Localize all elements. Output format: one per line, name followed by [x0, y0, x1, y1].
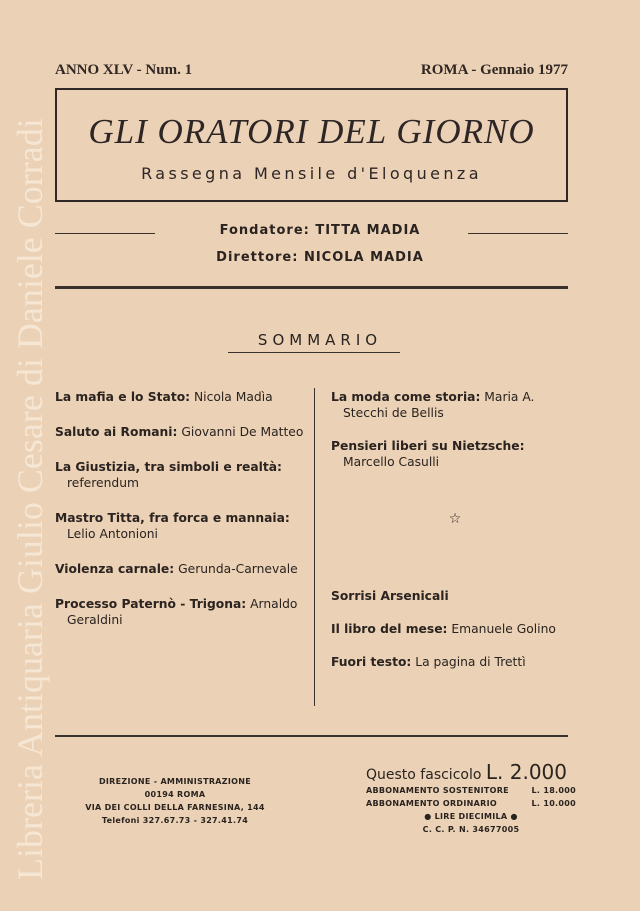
entry-title: Sorrisi Arsenicali [331, 589, 449, 603]
entry-author: referendum [67, 476, 139, 490]
address-line: DIREZIONE - AMMINISTRAZIONE [98, 777, 252, 786]
magazine-title: GLI ORATORI DEL GIORNO [88, 112, 535, 151]
summary-entry [55, 561, 305, 577]
subscription-label: ABBONAMENTO ORDINARIO [366, 799, 497, 808]
watermark: Libreria Antiquaria Giulio Cesare di Daniele Corradi [10, 118, 50, 880]
column-divider [314, 388, 315, 706]
summary-left-column [55, 389, 305, 647]
entry-title: Saluto ai Romani: [55, 425, 178, 439]
price-label: Questo fascicolo [366, 767, 482, 783]
entry-title: La moda come storia: [331, 390, 481, 404]
subscription-label: ABBONAMENTO SOSTENITORE [366, 786, 509, 795]
summary-entry [331, 389, 579, 421]
price-words: ● LIRE DIECIMILA ● [424, 812, 518, 821]
address-line: Telefoni 327.67.73 - 327.41.74 [101, 816, 249, 825]
summary-entry [55, 459, 305, 491]
masthead [55, 88, 568, 202]
issue-number: ANNO XLV - Num. 1 [55, 62, 193, 78]
address-block [55, 775, 295, 827]
entry-author: Emanuele Golino [451, 622, 556, 636]
entry-author: Giovanni De Matteo [181, 425, 304, 439]
subscription-price: L. 18.000 [531, 786, 576, 795]
summary-entry [55, 424, 305, 440]
director: Direttore: NICOLA MADIA [216, 250, 424, 265]
entry-author: La pagina di Trettì [415, 655, 526, 669]
subscription-price: L. 10.000 [531, 799, 576, 808]
summary-entry [331, 654, 579, 670]
summary-entry [331, 588, 579, 604]
entry-title: Il libro del mese: [331, 622, 448, 636]
entry-author: Marcello Casulli [343, 455, 440, 469]
address-line: 00194 ROMA [144, 790, 206, 799]
entry-author: Gerunda-Carnevale [178, 562, 298, 576]
divider [55, 286, 568, 289]
entry-title: Fuori testo: [331, 655, 412, 669]
entry-author: Lelio Antonioni [67, 527, 158, 541]
summary-entry [331, 438, 579, 470]
entry-author: Maria A. Stecchi de Bellis [343, 390, 535, 420]
founder: Fondatore: TITTA MADIA [219, 223, 421, 238]
star-icon: ☆ [448, 511, 462, 527]
entry-title: La Giustizia, tra simboli e realtà: [55, 460, 282, 474]
summary-entry [55, 596, 305, 628]
price: L. 2.000 [485, 760, 567, 784]
entry-title: Processo Paternò - Trigona: [55, 597, 247, 611]
entry-title: Violenza carnale: [55, 562, 175, 576]
magazine-subtitle: Rassegna Mensile d'Eloquenza [141, 164, 482, 183]
address-line: VIA DEI COLLI DELLA FARNESINA, 144 [85, 803, 265, 812]
divider [228, 352, 400, 353]
place-date: ROMA - Gennaio 1977 [420, 62, 568, 78]
summary-right-column [331, 389, 579, 687]
entry-author: Nicola Madìa [193, 390, 273, 404]
summary-entry [55, 510, 305, 542]
summary-entry [55, 389, 305, 405]
entry-author: Arnaldo Geraldini [67, 597, 298, 627]
entry-title: La mafia e lo Stato: [55, 390, 191, 404]
entry-title: Pensieri liberi su Nietzsche: [331, 439, 525, 453]
summary-title: SOMMARIO [257, 331, 383, 349]
summary-entry [331, 621, 579, 637]
pricing-block [366, 760, 576, 836]
entry-title: Mastro Titta, fra forca e mannaia: [55, 511, 290, 525]
divider [55, 735, 568, 737]
postal-account: C. C. P. N. 34677005 [422, 825, 520, 834]
